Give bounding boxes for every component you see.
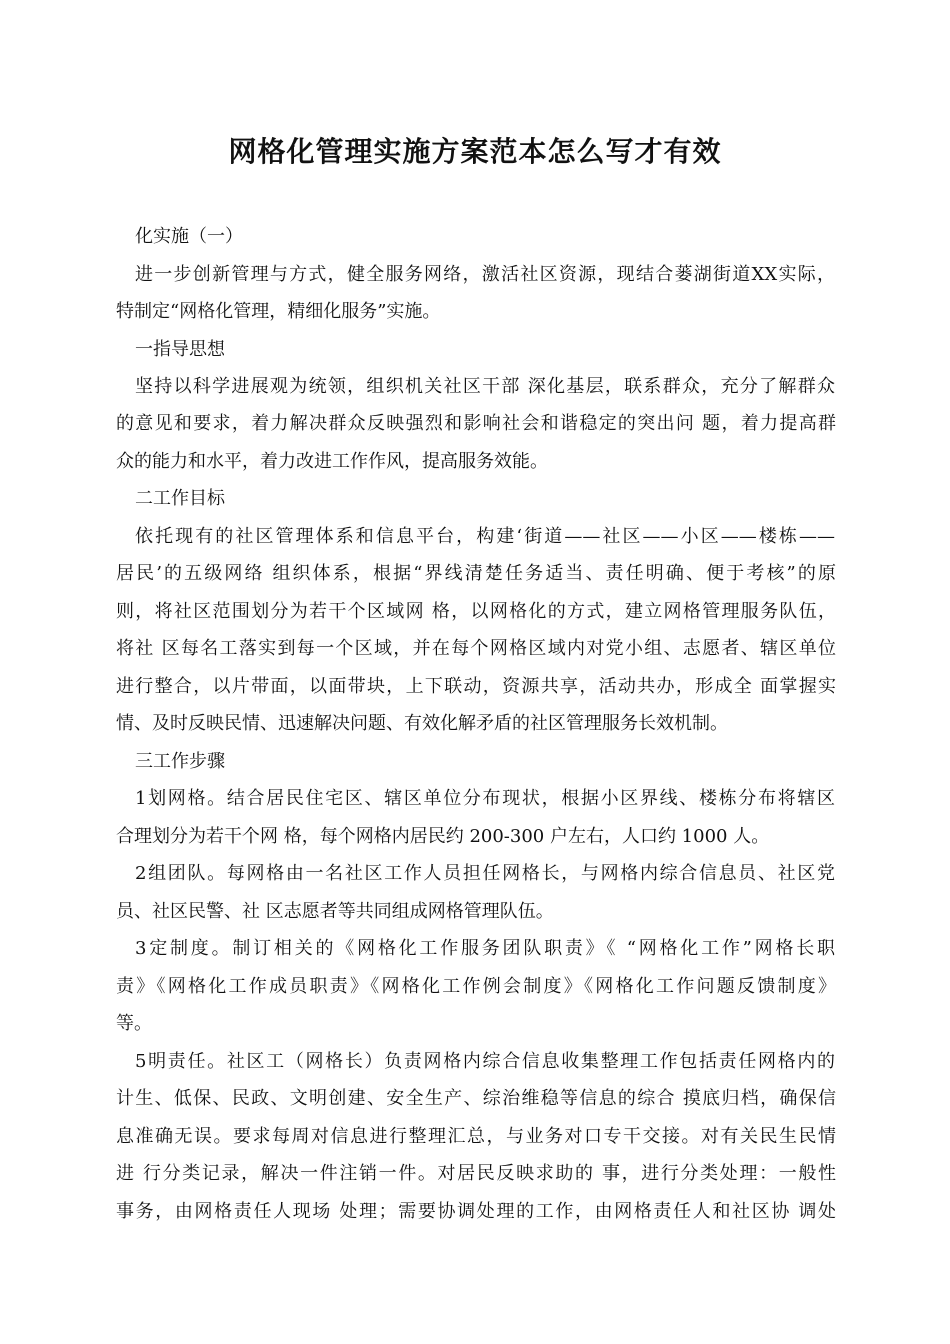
paragraph-line: 将社 区每名工落实到每一个区域，并在每个网格区域内对党小组、志愿者、辖区单位 [116,638,836,659]
paragraph-line: 的意见和要求，着力解决群众反映强烈和影响社会和谐稳定的突出问 题，着力提高群 [116,413,836,434]
paragraph-line: 众的能力和水平，着力改进工作作风，提高服务效能。 [116,451,548,472]
paragraph-line: 进 行分类记录，解决一件注销一件。对居民反映求助的 事，进行分类处理：一般性 [116,1163,836,1184]
paragraph-line: 依托现有的社区管理体系和信息平台，构建‘街道——社区——小区——楼栋—— [135,526,835,547]
paragraph-line: 等。 [116,1013,152,1034]
paragraph-line: 3定制度。制订相关的《网格化工作服务团队职责》《 “网格化工作”网格长职 [135,938,835,959]
paragraph-line: 进行整合，以片带面，以面带块，上下联动，资源共享，活动共办，形成全 面掌握实 [116,676,836,697]
paragraph-line: 特制定“网格化管理，精细化服务”实施。 [116,301,441,322]
paragraph-line: 责》《网格化工作成员职责》《网格化工作例会制度》《网格化工作问题反馈制度》 [116,976,836,997]
paragraph-line: 2组团队。每网格由一名社区工作人员担任网格长，与网格内综合信息员、社区党 [135,863,835,884]
paragraph-line: 居民’的五级网络 组织体系，根据“界线清楚任务适当、责任明确、便于考核”的原 [116,563,836,584]
paragraph-line: 计生、低保、民政、文明创建、安全生产、综治维稳等信息的综合 摸底归档，确保信 [116,1088,836,1109]
paragraph-line: 1划网格。结合居民住宅区、辖区单位分布现状，根据小区界线、楼栋分布将辖区 [135,788,835,809]
paragraph-line: 坚持以科学进展观为统领，组织机关社区干部 深化基层，联系群众，充分了解群众 [135,376,835,397]
paragraph-line: 则，将社区范围划分为若干个区域网 格，以网格化的方式，建立网格管理服务队伍， [116,601,836,622]
section-heading: 一指导思想 [135,339,225,360]
document-title: 网格化管理实施方案范本怎么写才有效 [228,135,722,168]
paragraph-line: 息准确无误。要求每周对信息进行整理汇总，与业务对口专干交接。对有关民生民情 [116,1126,836,1147]
paragraph-line: 合理划分为若干个网 格，每个网格内居民约 200-300 户左右，人口约 1000 人。 [116,826,770,847]
paragraph-line: 情、及时反映民情、迅速解决问题、有效化解矛盾的社区管理服务长效机制。 [116,713,728,734]
section-heading: 三工作步骤 [135,751,225,772]
paragraph-line: 5明责任。社区工（网格长）负责网格内综合信息收集整理工作包括责任网格内的 [135,1051,835,1072]
section-heading: 化实施（一） [135,226,243,247]
paragraph-line: 事务，由网格责任人现场 处理；需要协调处理的工作，由网格责任人和社区协 调处 [116,1201,836,1222]
paragraph-line: 进一步创新管理与方式，健全服务网络，激活社区资源，现结合蒌湖街道XX实际， [135,264,835,285]
paragraph-line: 员、社区民警、社 区志愿者等共同组成网格管理队伍。 [116,901,554,922]
section-heading: 二工作目标 [135,488,225,509]
